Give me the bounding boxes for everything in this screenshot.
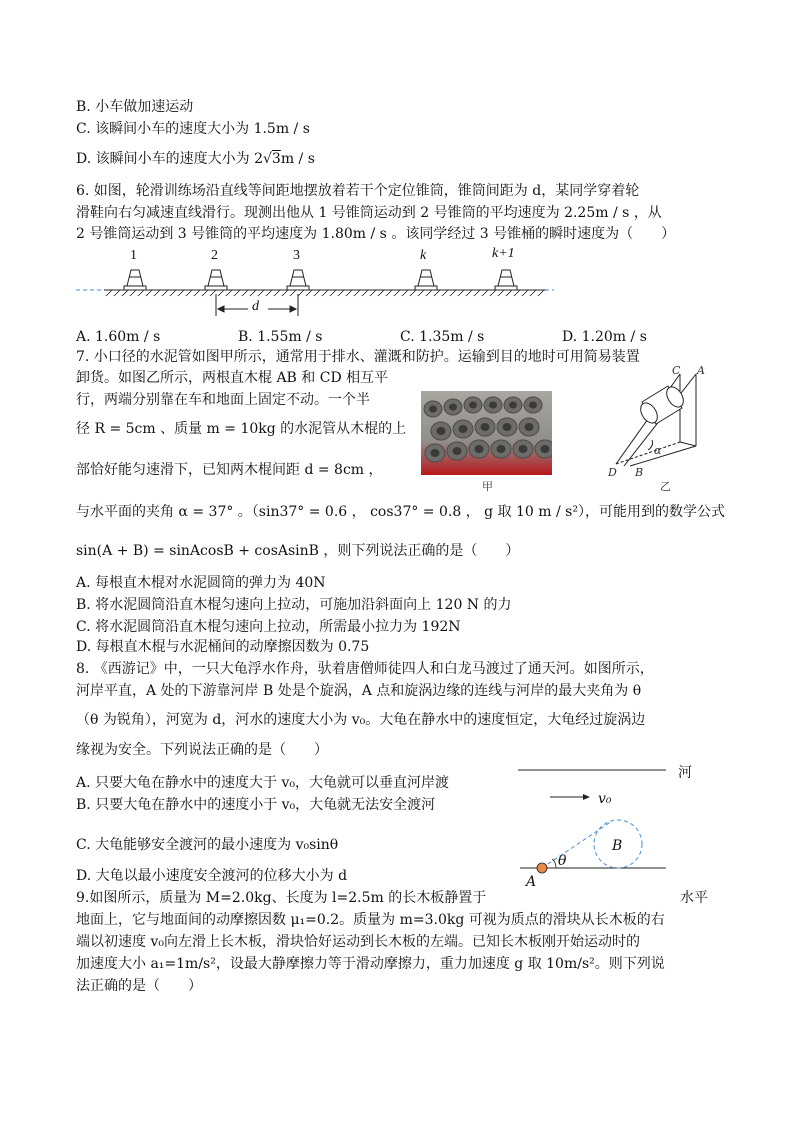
- cone-label-k-plus-1: k+1: [492, 246, 515, 261]
- q8-stem-line3: （θ 为锐角），河宽为 d，河水的速度大小为 v₀。大龟在静水中的速度恒定，大龟经过旋涡边: [76, 712, 646, 728]
- cone-label-3: 3: [293, 248, 300, 263]
- q8-option-d: D. 大龟以最小速度安全渡河的位移大小为 d: [76, 868, 348, 884]
- cone-label-1: 1: [130, 248, 137, 263]
- river-vortex-figure: [510, 760, 670, 890]
- distance-d-label: d: [252, 299, 259, 314]
- q6-option-d: D. 1.20m / s: [562, 329, 647, 345]
- q5-option-d-suffix: m / s: [280, 151, 315, 167]
- q7-stem-line7: sin(A + B) = sinAcosB + cosAsinB ，则下列说法正确的是（ ）: [76, 543, 520, 559]
- rod-point-a: A: [697, 364, 705, 377]
- angle-theta-label: θ: [558, 853, 567, 869]
- q7-option-a: A. 每根直木棍对水泥圆筒的弹力为 40N: [76, 575, 326, 591]
- figure-yi-caption: 乙: [660, 480, 671, 493]
- rod-point-c: C: [672, 364, 681, 377]
- q8-option-b: B. 只要大龟在静水中的速度小于 v₀，大龟就无法安全渡河: [76, 797, 436, 813]
- cone-1: [124, 270, 146, 290]
- q6-option-a: A. 1.60m / s: [76, 329, 161, 345]
- q7-stem-line5: 部恰好能匀速滑下，已知两木棍间距 d = 8cm ，: [76, 462, 383, 478]
- q8-option-a: A. 只要大龟在静水中的速度大于 v₀，大龟就可以垂直河岸渡: [76, 775, 449, 791]
- q6-stem-line2: 滑鞋向右匀减速直线滑行。现测出他从 1 号锥筒运动到 2 号锥筒的平均速度为 2.25m / s ，从: [76, 205, 662, 221]
- q6-stem-line3: 2 号锥筒运动到 3 号锥筒的平均速度为 1.80m / s 。该同学经过 3 号锥桶的瞬时速度为（ ）: [76, 226, 676, 242]
- v0-arrow: [550, 794, 590, 800]
- cone-3: [287, 270, 309, 290]
- q5-option-b: B. 小车做加速运动: [76, 99, 194, 115]
- q9-stem-line3: 端以初速度 v₀向左滑上长木板，滑块恰好运动到长木板的左端。已知长木板刚开始运动时的: [76, 934, 640, 950]
- cement-pipes-photo: [421, 391, 552, 475]
- q5-option-d-root: 3: [271, 151, 281, 167]
- cone-2: [205, 270, 227, 290]
- q7-stem-line4: 径 R = 5cm 、质量 m = 10kg 的水泥管从木棍的上: [76, 421, 407, 437]
- q7-stem-line3: 行，两端分别靠在车和地面上固定不动。一个半: [76, 392, 370, 408]
- q9-stem-line4: 加速度大小 a₁=1m/s²，设最大静摩擦力等于滑动摩擦力，重力加速度 g 取 10m/s²。则下列说: [76, 956, 665, 972]
- pipe-cylinder: [637, 384, 687, 426]
- q7-stem-line6: 与水平面的夹角 α = 37° 。（sin37° = 0.6 ， cos37° = 0.8 ， g 取 10 m / s²），可能用到的数学公式: [76, 504, 725, 520]
- q7-option-d: D. 每根直木棍与水泥桶间的动摩擦因数为 0.75: [76, 639, 370, 655]
- q5-option-c: C. 该瞬间小车的速度大小为 1.5m / s: [76, 121, 310, 137]
- v0-label: v₀: [598, 791, 612, 807]
- q5-option-d: [76, 149, 315, 169]
- q9-stem-line1-tail: 水平: [680, 890, 708, 906]
- angle-alpha-label: α: [654, 444, 662, 457]
- q6-option-b: B. 1.55m / s: [238, 329, 323, 345]
- point-a-marker: [537, 863, 547, 873]
- q7-option-c: C. 将水泥圆筒沿直木棍匀速向上拉动，所需最小拉力为 192N: [76, 619, 461, 635]
- rod-point-d: D: [608, 466, 617, 479]
- q8-stem-line4: 缘视为安全。下列说法正确的是（ ）: [76, 742, 328, 758]
- q8-stem-line1: 8. 《西游记》中，一只大龟浮水作舟，驮着唐僧师徒四人和白龙马渡过了通天河。如图所示，: [76, 661, 654, 677]
- tangent-line: [542, 821, 612, 868]
- river-label: 河: [678, 765, 692, 781]
- q7-stem-line2: 卸货。如图乙所示，两根直木棍 AB 和 CD 相互平: [76, 370, 389, 386]
- cone-k: [415, 270, 437, 290]
- cone-label-k: k: [420, 248, 427, 263]
- cone-track-figure: [76, 246, 556, 322]
- cone-k-plus-1: [495, 270, 517, 290]
- cement-pipes-drawing: [421, 391, 552, 475]
- sqrt-symbol: √: [262, 151, 272, 167]
- rods-incline-figure: [600, 362, 712, 482]
- vortex-b-label: B: [612, 838, 623, 854]
- rod-point-b: B: [635, 466, 644, 479]
- q5-option-d-prefix: D. 该瞬间小车的速度大小为 2: [76, 151, 263, 167]
- q7-option-b: B. 将水泥圆筒沿直木棍匀速向上拉动，可施加沿斜面向上 120 N 的力: [76, 597, 512, 613]
- q6-stem-line1: 6. 如图，轮滑训练场沿直线等间距地摆放着若干个定位锥筒，锥筒间距为 d，某同学穿着轮: [76, 183, 640, 199]
- q8-option-c: C. 大龟能够安全渡河的最小速度为 v₀sinθ: [76, 837, 339, 853]
- q9-stem-line5: 法正确的是（ ）: [76, 978, 202, 994]
- q9-stem-line2: 地面上，它与地面间的动摩擦因数 μ₁=0.2。质量为 m=3.0kg 可视为质点的滑块从长木板的右: [76, 912, 665, 928]
- q6-option-c: C. 1.35m / s: [400, 329, 485, 345]
- point-a-label: A: [526, 874, 537, 890]
- figure-jia-caption: 甲: [482, 480, 493, 493]
- q7-stem-line1: 7. 小口径的水泥管如图甲所示，通常用于排水、灌溉和防护。运输到目的地时可用简易装置: [76, 349, 640, 365]
- q9-stem-line1: 9.如图所示，质量为 M=2.0kg、长度为 l=2.5m 的长木板静置于: [76, 890, 487, 906]
- cone-label-2: 2: [211, 248, 218, 263]
- q8-stem-line2: 河岸平直，A 处的下游靠河岸 B 处是个旋涡，A 点和旋涡边缘的连线与河岸的最大夹角为 θ: [76, 683, 642, 699]
